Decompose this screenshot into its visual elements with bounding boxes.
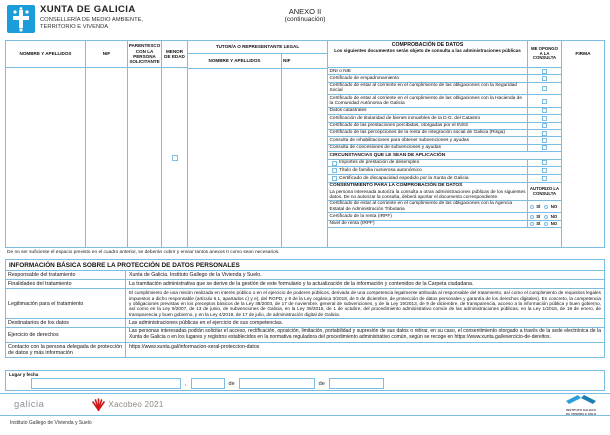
authorize-yes-radio[interactable] bbox=[530, 205, 534, 209]
authorize-no-radio[interactable] bbox=[544, 205, 548, 209]
privacy-section bbox=[5, 259, 605, 358]
org-department-line1: CONSELLERÍA DE MEDIO AMBIENTE, bbox=[40, 16, 144, 23]
oppose-checkbox[interactable] bbox=[542, 145, 547, 150]
oppose-checkbox[interactable] bbox=[542, 176, 547, 181]
circumstances-section-header: CIRCUNSTANCIAS QUE LE SEAN DE APLICACIÓN bbox=[328, 152, 561, 160]
oppose-checkbox[interactable] bbox=[542, 108, 547, 113]
xacobeo-shell-icon bbox=[92, 398, 105, 411]
oppose-consult-header: ME OPONGO A LA CONSULTA bbox=[531, 45, 558, 61]
verification-row: Certificado de empadronamiento bbox=[328, 75, 561, 82]
privacy-row: Finalidades del tratamiento La tramitación administrativa que se derive de la gestión de este formulario y la actualización de la información y contenidos de la Carpeta ciudadana. bbox=[6, 280, 604, 289]
consent-row: Certificado de la renta (IRPF) SÍ NO bbox=[328, 213, 561, 220]
org-name: XUNTA DE GALICIA bbox=[40, 4, 136, 15]
privacy-row: Ejercicio de derechos Las personas interesadas podrán solicitar el acceso, rectificación, oposición, limitación, portabilidad y supresión de sus datos o retirar, en su caso, el consentimiento otorgado a través de la sede electrónica de la Xunta de Galicia o en los lugares y registros establecidos en la normativa reguladora del procedimiento administrativo común, según se recoge en https://www.xunta.gal/exercicio-de-dereitos. bbox=[6, 328, 604, 343]
authorize-consult-header: AUTORIZO LA CONSULTA bbox=[529, 186, 560, 197]
circumstance-checkbox[interactable] bbox=[332, 161, 337, 166]
oppose-checkbox[interactable] bbox=[542, 76, 547, 81]
annex-heading bbox=[0, 4, 610, 24]
column-tutor bbox=[188, 41, 328, 247]
org-department-line2: TERRITORIO E VIVENDA bbox=[40, 23, 109, 30]
tutor-header: TUTOR/A O REPRESENTANTE LEGAL bbox=[188, 41, 327, 54]
circumstance-checkbox[interactable] bbox=[332, 176, 337, 181]
year-input[interactable] bbox=[329, 378, 384, 389]
circumstance-row: Título de familia numerosa autonómico bbox=[328, 167, 561, 175]
minor-header: MENOR DE EDAD bbox=[162, 41, 187, 68]
name-header: NOMBRE Y APELLIDOS bbox=[6, 41, 85, 68]
consent-section bbox=[328, 183, 561, 201]
footer-credit: Instituto Gallego de Vivienda y Suelo bbox=[10, 420, 92, 426]
verification-row: Certificado de estar al corriente en el cumplimiento de las obligaciones con la Hacienda de la Comunidad Autónoma de Galicia bbox=[328, 95, 561, 108]
rights-link[interactable]: Las personas interesadas podrán solicitar el acceso, rectificación, oposición, limitación, portabilidad y supresión de sus datos o retirar, en su caso, el consentimiento otorgado a través de la sede electrónica de la Xunta de Galicia o en los lugares y registros establecidos en la normativa reguladora del procedimiento administrativo común, según se recoge en https://www.xunta.gal/exercicio-de-dereitos. bbox=[129, 328, 601, 341]
igvs-label-line2: DA VIVENDA E SOLO bbox=[565, 411, 597, 416]
consent-text: La persona interesada autoriza la consulta a otras administraciones públicas de los siguientes datos. De no autorizar la consulta, deberá aportar el documento correspondiente. bbox=[329, 188, 526, 199]
consent-row: Nivel de renta (IRPF) SÍ NO bbox=[328, 221, 561, 228]
oppose-checkbox[interactable] bbox=[542, 138, 547, 143]
oppose-checkbox[interactable] bbox=[542, 99, 547, 104]
firma-header: FIRMA bbox=[575, 52, 591, 57]
authorize-no-radio[interactable] bbox=[544, 215, 548, 219]
minor-checkbox[interactable] bbox=[172, 155, 178, 161]
verification-row: DNI o NIE bbox=[328, 68, 561, 75]
circumstance-checkbox[interactable] bbox=[332, 168, 337, 173]
place-date-section: Lugar y fecha , de de bbox=[5, 370, 605, 391]
month-input[interactable] bbox=[239, 378, 315, 389]
privacy-row: Contacto con la persona delegada de protección de datos y más información https://www.xunta.gal/informacion-xeral-proteccion-datos bbox=[6, 343, 604, 357]
privacy-row: Responsable del tratamiento Xunta de Galicia. Instituto Gallego de la Vivienda y Suelo. bbox=[6, 271, 604, 280]
column-name bbox=[6, 41, 86, 247]
kinship-header: PARENTESCO CON LA PERSONA SOLICITANTE bbox=[128, 41, 161, 68]
verification-title: COMPROBACIÓN DE DATOS bbox=[391, 42, 464, 48]
circumstance-row: Certificado de discapacidad expedido por la Xunta de Galicia bbox=[328, 175, 561, 183]
annex-title: ANEXO II bbox=[288, 7, 322, 16]
place-input[interactable] bbox=[31, 378, 181, 389]
oppose-checkbox[interactable] bbox=[542, 123, 547, 128]
consent-title: CONSENTIMIENTO PARA LA COMPROBACIÓN DE DATOS bbox=[329, 183, 463, 189]
verification-row: Datos catastrales bbox=[328, 108, 561, 115]
xacobeo-label: Xacobeo 2021 bbox=[108, 400, 164, 409]
authorize-yes-radio[interactable] bbox=[530, 222, 534, 226]
xacobeo-logo bbox=[92, 398, 163, 411]
verification-row: Certificado de estar al corriente en el cumplimiento de las obligaciones con la Seguridad Social bbox=[328, 83, 561, 96]
verification-row: Consulta de concesiones de subvenciones y ayudas bbox=[328, 145, 561, 152]
column-nif bbox=[86, 41, 128, 247]
day-input[interactable] bbox=[191, 378, 225, 389]
dpo-contact-link[interactable]: https://www.xunta.gal/informacion-xeral-proteccion-datos bbox=[129, 344, 260, 351]
authorize-no-radio[interactable] bbox=[544, 222, 548, 226]
place-date-label: Lugar y fecha bbox=[9, 372, 39, 377]
oppose-checkbox[interactable] bbox=[542, 168, 547, 173]
members-table bbox=[5, 40, 605, 248]
nif-field[interactable] bbox=[86, 68, 127, 247]
authorize-yes-radio[interactable] bbox=[530, 215, 534, 219]
column-kinship bbox=[128, 41, 162, 247]
column-verification bbox=[328, 41, 562, 247]
privacy-row: Legitimación para el tratamiento El cumplimiento de una misión realizada en interés público o en el ejercicio de poderes públicos, derivada de una competencia legalmente atribuida al responsable del tratamiento, así como el cumplimiento de requisitos legales impuestos a dicho responsable (artículo 6.1, apartados c) y e), del RGPD, y 8 de la Ley orgánica 3/2018, de 5 de diciembre, de protección de datos personales y garantía de los derechos digitales). En concreto, la competencia y obligaciones previstas en los preceptos básicos de la Ley 38/2003, de 17 de noviembre, general de subvenciones, y de la Ley 19/2013, de 9 de diciembre, de transparencia, acceso a la información pública y buen gobierno, así como en la Ley 9/2007, de 13 de junio, de subvenciones de Galicia, en la Ley 39/2015, de 1 de octubre, del procedimiento administrativo común de las administraciones públicas, en la Ley 1/2016, de 18 de enero, de transparencia y buen gobierno, y en la Ley 4/2019, de 17 de julio, de administración digital de Galicia. bbox=[6, 289, 604, 319]
insufficient-space-note: De no ser suficiente el espacio previsto en el cuadro anterior, se deberán cubrir y enviar tantos anexos II como sean necesarios. bbox=[7, 250, 280, 255]
privacy-title: INFORMACIÓN BÁSICA SOBRE LA PROTECCIÓN DE DATOS PERSONALES bbox=[6, 260, 604, 271]
column-firma bbox=[562, 41, 604, 247]
oppose-checkbox[interactable] bbox=[542, 160, 547, 165]
verification-subtitle: Los siguientes documentos serán objeto de consulta a las administraciones públicas bbox=[334, 48, 521, 53]
oppose-checkbox[interactable] bbox=[542, 131, 547, 136]
tutor-nif-field[interactable] bbox=[282, 69, 327, 247]
tutor-name-field[interactable] bbox=[188, 69, 282, 247]
consent-row: Certificado de estar al corriente en el cumplimiento de las obligaciones con la Agencia Estatal de Administración Tributaria SÍ NO bbox=[328, 201, 561, 214]
nif-header: NIF bbox=[86, 41, 127, 68]
igvs-logo bbox=[564, 393, 598, 416]
name-field[interactable] bbox=[6, 68, 85, 247]
annex-subtitle: (continuación) bbox=[284, 16, 326, 23]
oppose-checkbox[interactable] bbox=[542, 116, 547, 121]
oppose-checkbox[interactable] bbox=[542, 69, 547, 74]
verification-row: Consulta de inhabilitaciones para obtener subvenciones y ayudas bbox=[328, 137, 561, 144]
kinship-field[interactable] bbox=[128, 68, 161, 247]
column-minor bbox=[162, 41, 188, 247]
privacy-row: Destinatarios de los datos Las administraciones públicas en el ejercicio de sus competencias. bbox=[6, 319, 604, 328]
galicia-wordmark: galicia bbox=[14, 399, 45, 410]
igvs-roofs-icon bbox=[564, 394, 598, 405]
verification-row: Certificado de las percepciones de la renta de integración social de Galicia (Risga) bbox=[328, 130, 561, 137]
footer-band bbox=[0, 393, 610, 416]
oppose-checkbox[interactable] bbox=[542, 86, 547, 91]
tutor-nif-header: NIF bbox=[283, 58, 291, 64]
igvs-label-line1: INSTITUTO GALEGO bbox=[566, 407, 596, 412]
circumstance-row: Importes de prestación de desempleo bbox=[328, 160, 561, 168]
verification-row: Certificación de titularidad de bienes inmuebles de la D.G. del Catastro bbox=[328, 115, 561, 122]
verification-row: Certificado de las prestaciones percibidas, otorgadas por el INSS bbox=[328, 123, 561, 130]
tutor-name-header: NOMBRE Y APELLIDOS bbox=[188, 54, 282, 68]
